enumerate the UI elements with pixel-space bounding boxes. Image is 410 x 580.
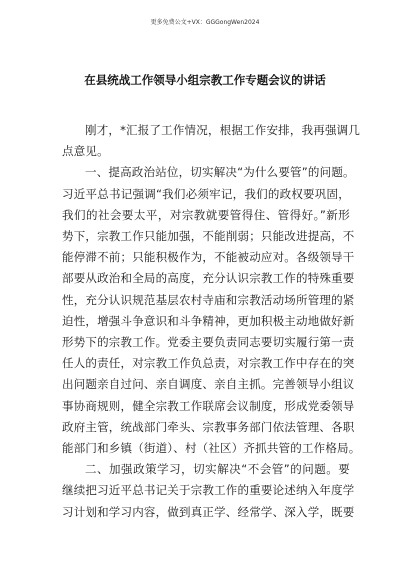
text-line: 我们的社会要太平，对宗教就要管得住、管得好。”新形	[62, 207, 350, 222]
text-line: 刚才，*汇报了工作情况，根据工作安排，我再强调几	[85, 123, 361, 137]
text-line: 继续把习近平总书记关于宗教工作的重要论述纳入年度学	[62, 483, 355, 498]
text-line: 政府主管，统战部门牵头、宗教事务部门依法管理、各职	[62, 419, 355, 434]
paragraph-section-2	[62, 459, 355, 523]
text-line: 出问题亲自过问、亲自调度、亲自主抓。完善领导小组议	[62, 377, 355, 392]
text-line: 性，充分认识规范基层农村寺庙和宗教活动场所管理的紧	[62, 292, 355, 307]
text-line: 迫性，增强斗争意识和斗争精神，更加积极主动地做好新	[62, 313, 355, 328]
header-note: 更多免费公文+VX：GGGongWen2024	[150, 19, 260, 26]
document-body	[62, 120, 361, 523]
text-line: 一、提高政治站位，切实解决“为什么要管”的问题。	[85, 165, 355, 180]
paragraph-intro	[62, 120, 361, 162]
text-line: 二、加强政策学习，切实解决“不会管”的问题。要	[85, 462, 350, 477]
document-title: 在县统战工作领导小组宗教工作专题会议的讲话	[84, 73, 326, 87]
text-line: 事协商规则，健全宗教工作联席会议制度，形成党委领导	[62, 398, 355, 413]
text-line: 部要从政治和全局的高度，充分认识宗教工作的特殊重要	[62, 271, 355, 286]
text-line: 任人的责任，对宗教工作负总责，对宗教工作中存在的突	[62, 356, 355, 371]
text-line: 习计划和学习内容，做到真正学、经常学、深入学，既要	[62, 504, 355, 519]
text-line: 势下，宗教工作只能加强，不能削弱；只能改进提高，不	[62, 229, 355, 244]
text-line: 能停滞不前；只能积极作为，不能被动应对。各级领导干	[62, 250, 355, 265]
text-line: 形势下的宗教工作。党委主要负责同志要切实履行第一责	[62, 335, 355, 350]
paragraph-section-1	[62, 162, 361, 459]
text-line: 习近平总书记强调“我们必须牢记，我们的政权要巩固，	[62, 186, 350, 201]
text-line: 点意见。	[62, 144, 109, 159]
text-line: 能部门和乡镇（街道）、村（社区）齐抓共管的工作格局。	[62, 441, 361, 456]
